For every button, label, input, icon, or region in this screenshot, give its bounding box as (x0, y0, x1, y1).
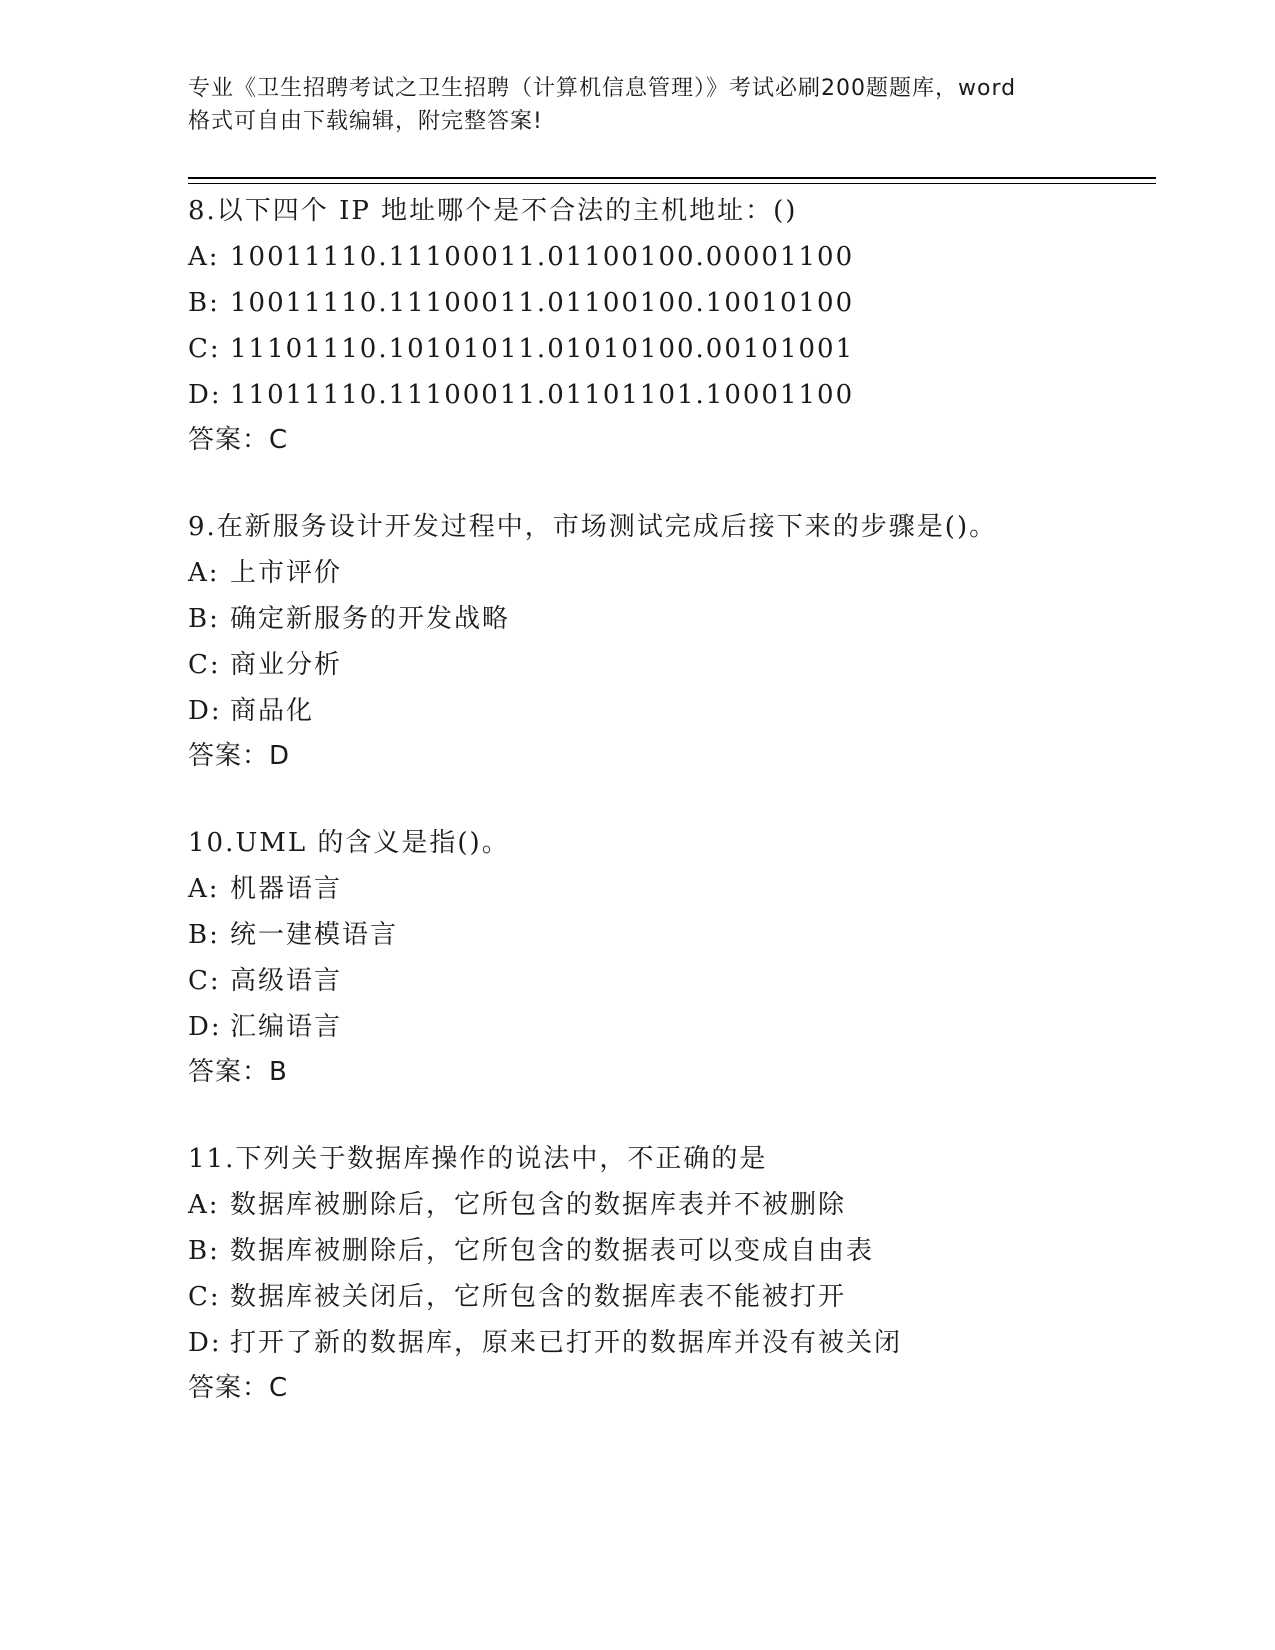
header-line-1: 专业《卫生招聘考试之卫生招聘（计算机信息管理）》考试必刷200题题库，word (188, 76, 1017, 101)
option-letter: A: (188, 874, 220, 904)
option-text: 打开了新的数据库，原来已打开的数据库并没有被关闭 (230, 1328, 903, 1358)
option-text: 统一建模语言 (230, 920, 399, 950)
option-a (188, 550, 1156, 596)
option-text: 数据库被删除后，它所包含的数据表可以变成自由表 (230, 1236, 875, 1266)
option-d (188, 372, 1156, 418)
option-text: 数据库被关闭后，它所包含的数据库表不能被打开 (230, 1282, 847, 1312)
option-b (188, 912, 1156, 958)
option-letter: C: (188, 1282, 221, 1312)
option-a (188, 866, 1156, 912)
option-text: 机器语言 (230, 874, 343, 904)
answer: 答案：C (188, 1373, 289, 1403)
option-letter: C: (188, 334, 221, 364)
option-d (188, 1004, 1156, 1050)
option-letter: B: (188, 920, 220, 950)
answer: 答案：D (188, 741, 291, 771)
option-text: 高级语言 (230, 966, 343, 996)
option-letter: A: (188, 242, 220, 272)
option-a (188, 234, 1156, 280)
option-letter: A: (188, 558, 220, 588)
question-stem: 9.在新服务设计开发过程中，市场测试完成后接下来的步骤是()。 (188, 512, 998, 542)
option-d (188, 1320, 1156, 1366)
option-letter: D: (188, 696, 222, 726)
option-text: 汇编语言 (230, 1012, 343, 1042)
option-letter: C: (188, 966, 221, 996)
question-stem: 8.以下四个 IP 地址哪个是不合法的主机地址：() (188, 196, 798, 226)
option-letter: C: (188, 650, 221, 680)
option-letter: D: (188, 380, 222, 410)
answer: 答案：B (188, 1057, 288, 1087)
question-10 (188, 820, 1156, 1094)
option-c (188, 642, 1156, 688)
option-letter: D: (188, 1012, 222, 1042)
option-c (188, 326, 1156, 372)
question-stem: 10.UML 的含义是指()。 (188, 828, 510, 858)
option-letter: A: (188, 1190, 220, 1220)
question-8 (188, 188, 1156, 462)
option-b (188, 280, 1156, 326)
option-text: 11011110.11100011.01101101.10001100 (230, 380, 855, 410)
answer: 答案：C (188, 425, 289, 455)
option-text: 10011110.11100011.01100100.00001100 (230, 242, 855, 272)
question-9 (188, 504, 1156, 778)
option-text: 商品化 (230, 696, 315, 726)
option-c (188, 958, 1156, 1004)
option-text: 上市评价 (230, 558, 343, 588)
document-header (188, 72, 1088, 138)
option-c (188, 1274, 1156, 1320)
header-divider-thin (188, 183, 1156, 184)
question-11 (188, 1136, 1156, 1410)
header-divider-thick (188, 177, 1156, 179)
option-letter: B: (188, 288, 220, 318)
option-text: 数据库被删除后，它所包含的数据库表并不被删除 (230, 1190, 847, 1220)
option-letter: D: (188, 1328, 222, 1358)
option-text: 11101110.10101011.01010100.00101001 (230, 334, 855, 364)
option-a (188, 1182, 1156, 1228)
option-letter: B: (188, 604, 220, 634)
option-b (188, 596, 1156, 642)
option-letter: B: (188, 1236, 220, 1266)
question-stem: 11.下列关于数据库操作的说法中，不正确的是 (188, 1144, 768, 1174)
option-text: 商业分析 (230, 650, 343, 680)
option-d (188, 688, 1156, 734)
option-b (188, 1228, 1156, 1274)
option-text: 确定新服务的开发战略 (230, 604, 511, 634)
header-line-2: 格式可自由下载编辑，附完整答案! (188, 109, 543, 134)
option-text: 10011110.11100011.01100100.10010100 (230, 288, 855, 318)
question-list (188, 188, 1156, 1452)
